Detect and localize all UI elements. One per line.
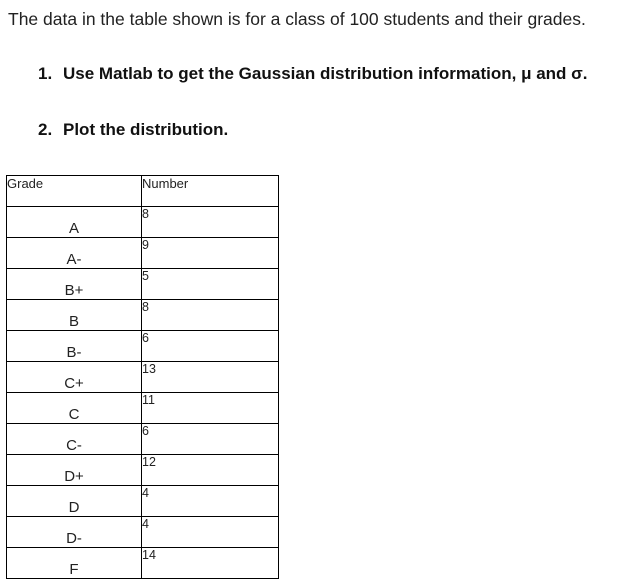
table-row [7,269,279,300]
table-row [7,424,279,455]
intro-text: The data in the table shown is for a class of 100 students and their grades. [8,9,586,29]
grade-cell: D [7,486,142,517]
number-cell: 12 [142,455,279,486]
question-2 [38,120,228,140]
number-cell: 14 [142,548,279,579]
table-row [7,362,279,393]
grade-cell: A [7,207,142,238]
table-row [7,393,279,424]
grade-cell: B+ [7,269,142,300]
number-cell: 8 [142,207,279,238]
table-header-row [7,176,279,207]
question-1-text: Use Matlab to get the Gaussian distribution information, μ and σ. [63,64,588,83]
grade-cell: B [7,300,142,331]
number-cell: 9 [142,238,279,269]
number-cell: 11 [142,393,279,424]
number-cell: 6 [142,424,279,455]
grade-cell: D+ [7,455,142,486]
table-row [7,455,279,486]
number-cell: 6 [142,331,279,362]
grade-cell: C [7,393,142,424]
table-row [7,486,279,517]
question-2-number: 2. [38,120,53,139]
question-1 [38,64,588,84]
question-2-text: Plot the distribution. [63,120,229,139]
grade-cell: F [7,548,142,579]
table-row [7,331,279,362]
table-row [7,238,279,269]
grade-cell: B- [7,331,142,362]
number-cell: 13 [142,362,279,393]
grade-cell: C- [7,424,142,455]
header-grade: Grade [7,176,142,207]
grade-cell: D- [7,517,142,548]
grade-cell: A- [7,238,142,269]
question-1-number: 1. [38,64,53,83]
number-cell: 8 [142,300,279,331]
table-row [7,517,279,548]
number-cell: 4 [142,486,279,517]
grades-table [6,175,279,579]
table-row [7,300,279,331]
number-cell: 5 [142,269,279,300]
table-row [7,548,279,579]
table-row [7,207,279,238]
grade-cell: C+ [7,362,142,393]
number-cell: 4 [142,517,279,548]
header-number: Number [142,176,279,207]
